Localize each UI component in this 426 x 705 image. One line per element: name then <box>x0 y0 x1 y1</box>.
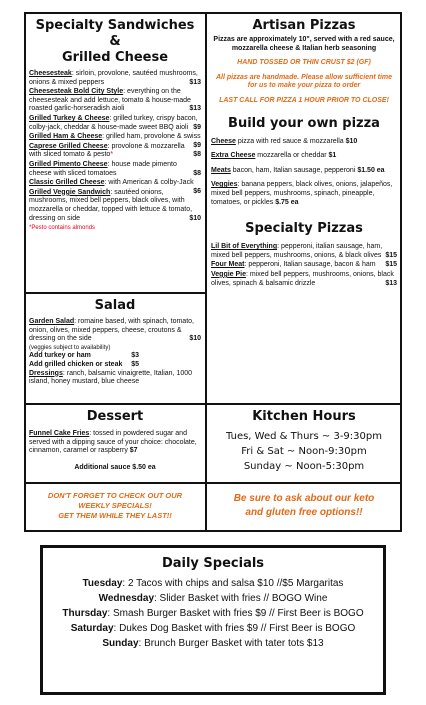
promo-line: GET THEM WHILE THEY LAST!! <box>58 511 172 520</box>
sandwich-price: $6 <box>193 187 201 195</box>
sandwich-price: $8 <box>193 169 201 177</box>
byo-name: Veggies <box>211 181 238 189</box>
dressings-list: : ranch, balsamic vinaigrette, Italian, 1000 island, honey mustard, blue cheese <box>29 369 193 386</box>
addon-price: $3 <box>131 352 139 360</box>
specialty-item <box>211 261 397 270</box>
sandwiches-section <box>29 18 201 290</box>
garden-salad-price: $10 <box>189 335 201 343</box>
daily-special-day: Wednesday <box>98 593 154 604</box>
sandwich-desc: : everything on the cheesesteak and add lettuce, tomato & house-made roasted garlic-horseradish aioli <box>29 88 191 113</box>
sandwiches-title-line1: Specialty Sandwiches & <box>35 18 195 49</box>
byo-price: $.75 ea <box>275 198 299 206</box>
sandwich-item <box>29 189 201 223</box>
sandwich-desc: : with American & colby-Jack <box>104 179 194 187</box>
last-call-note: LAST CALL FOR PIZZA 1 HOUR PRIOR TO CLOSE! <box>219 96 389 104</box>
daily-special-line <box>43 636 383 651</box>
byo-name: Meats <box>211 166 231 174</box>
daily-special-day: Thursday <box>62 608 108 619</box>
byo-item <box>211 152 397 161</box>
sandwich-name: Cheesesteak <box>29 70 72 77</box>
funnel-cake-name: Funnel Cake Fries <box>29 430 90 437</box>
specialty-pizzas-title: Specialty Pizzas <box>245 221 363 237</box>
specialty-list <box>211 243 397 288</box>
daily-special-line <box>43 591 383 606</box>
byo-price: $10 <box>345 137 358 145</box>
pizzas-title: Artisan Pizzas <box>252 18 356 33</box>
sandwich-item <box>29 88 201 114</box>
specialty-desc: : pepperoni, italian sausage, ham, mixed bell peppers, mushrooms, onions, & black olives <box>211 243 383 259</box>
sandwich-desc: : grilled ham, provolone & swiss <box>102 133 201 141</box>
sandwiches-title-line2: Grilled Cheese <box>61 50 169 65</box>
hours-line: Sunday ~ Noon-5:30pm <box>243 461 365 472</box>
daily-special-line <box>43 606 383 621</box>
sandwich-price: $8 <box>193 151 201 159</box>
byo-desc: bacon, ham, Italian sausage, pepperoni <box>230 166 356 174</box>
byo-desc: : banana peppers, black olives, onions, jalapeños, mixed bell peppers, mushrooms, spinach, pineapple, tomatoes, or pickles <box>211 181 393 206</box>
addon-row <box>29 352 201 361</box>
sandwich-price: $9 <box>193 141 201 149</box>
handmade-note: All pizzas are handmade. Please allow sufficient time for us to make your pizza to order <box>215 73 393 90</box>
pizzas-intro: Pizzas are approximately 10", served with a red sauce, mozzarella cheese & Italian herb seasoning <box>213 36 395 52</box>
sandwich-mark: * <box>110 151 114 159</box>
hours-section <box>211 409 397 481</box>
garden-salad-name: Garden Salad <box>29 318 75 325</box>
salad-section <box>29 298 201 401</box>
daily-special-line <box>43 621 383 636</box>
addon-label: Add turkey or ham <box>29 352 91 360</box>
additional-sauce: Additional sauce $.50 ea <box>74 463 156 471</box>
specialty-price: $13 <box>385 279 397 287</box>
sandwich-name: Classic Grilled Cheese <box>29 179 105 187</box>
crust-option: HAND TOSSED OR THIN CRUST $2 (GF) <box>237 59 371 67</box>
sandwich-desc: : provolone & mozzarella with sliced tomato & pesto <box>29 142 185 159</box>
sandwich-item <box>29 161 201 178</box>
funnel-cake-price: $7 <box>129 447 138 455</box>
pesto-footnote: *Pesto contains almonds <box>29 225 96 232</box>
promo-line: WEEKLY SPECIALS! <box>78 501 152 510</box>
specialty-desc: : mixed bell peppers, mushrooms, onions, black olives, spinach & balsamic drizzle <box>211 270 394 287</box>
byo-list <box>211 138 397 208</box>
addon-price: $5 <box>131 360 139 368</box>
specialty-item <box>211 243 397 260</box>
sandwich-price: $9 <box>193 123 201 131</box>
divider-salad-dessert <box>24 403 402 405</box>
sandwich-list <box>29 70 201 223</box>
daily-special-line <box>43 576 383 591</box>
keto-gf-promo <box>211 488 397 530</box>
sandwich-item <box>29 143 201 160</box>
sandwich-item <box>29 70 201 87</box>
addon-row <box>29 361 201 370</box>
sandwich-desc: : sautéed onions, mushrooms, mixed bell peppers, black olives, with mozzarella or cheddar, topped with lettuce & tomato, dressing on side <box>29 188 193 222</box>
specialty-price: $15 <box>385 261 397 269</box>
byo-desc: mozzarella or cheddar <box>255 152 327 160</box>
promo-line: DON'T FORGET TO CHECK OUT OUR <box>47 491 183 500</box>
weekly-specials-promo <box>29 488 201 530</box>
sandwich-desc: : house made pimento cheese with sliced tomatoes <box>29 160 177 177</box>
daily-special-text: : Dukes Dog Basket with fries $9 // First Beer is BOGO <box>113 623 356 634</box>
sandwich-name: Grilled Veggie Sandwich <box>29 188 111 196</box>
byo-name: Cheese <box>211 137 236 145</box>
garden-salad-desc: : romaine based, with spinach, tomato, onion, olives, mixed peppers, cheese, croutons & dressing on the side <box>29 318 194 343</box>
daily-special-text: : Slider Basket with fries // BOGO Wine <box>154 593 328 604</box>
byo-name: Extra Cheese <box>211 152 256 160</box>
daily-specials-list <box>43 576 383 651</box>
sandwich-price: $13 <box>189 105 201 113</box>
pizzas-section <box>211 18 397 400</box>
sandwich-name: Cheesesteak Bold City Style <box>29 88 124 96</box>
byo-item <box>211 138 397 147</box>
addon-label: Add grilled chicken or steak <box>29 360 123 368</box>
daily-specials-title: Daily Specials <box>161 556 265 571</box>
sandwich-name: Grilled Turkey & Cheese <box>29 114 110 122</box>
funnel-cake-desc: : tossed in powdered sugar and served with a dipping sauce of your choice: chocolate, cinnamon, caramel or raspberry <box>29 430 197 455</box>
salad-note: (veggies subject to availability) <box>29 344 111 351</box>
byo-item <box>211 181 397 207</box>
specialty-item <box>211 271 397 288</box>
daily-special-day: Tuesday <box>82 578 123 589</box>
sandwich-desc: : grilled turkey, crispy bacon, colby-jack, cheddar & house-made sweet BBQ aioli <box>29 114 198 131</box>
daily-special-text: : Smash Burger Basket with fries $9 // First Beer is BOGO <box>107 608 364 619</box>
sandwich-price: $13 <box>189 78 201 86</box>
byo-price: $1.50 ea <box>357 166 385 174</box>
dessert-section <box>29 409 201 481</box>
dressings-label: Dressings <box>29 369 63 377</box>
sandwich-price: $10 <box>189 214 201 222</box>
promo-line: Be sure to ask about our keto <box>233 493 375 504</box>
daily-specials-box <box>40 545 386 695</box>
hours-line: Tues, Wed & Thurs ~ 3-9:30pm <box>226 431 382 442</box>
specialty-name: Lil Bit of Everything <box>211 243 278 251</box>
sandwich-desc: : sirloin, provolone, sautéed mushrooms, onions & mixed peppers <box>29 70 198 86</box>
byo-price: $1 <box>328 152 337 160</box>
divider-dessert-promo <box>24 482 402 484</box>
specialty-price: $15 <box>385 251 397 259</box>
promo-line: and gluten free options!! <box>245 507 363 518</box>
daily-special-day: Saturday <box>70 623 114 634</box>
sandwich-item <box>29 115 201 132</box>
salad-title: Salad <box>94 298 136 313</box>
specialty-desc: : pepperoni, Italian sausage, bacon & ham <box>244 261 376 269</box>
sandwich-name: Caprese Grilled Cheese <box>29 142 108 150</box>
daily-special-day: Sunday <box>102 638 139 649</box>
hours-title: Kitchen Hours <box>252 409 356 424</box>
specialty-name: Four Meat <box>211 261 245 269</box>
specialty-name: Veggie Pie <box>211 270 247 278</box>
divider-sandwich-salad <box>24 292 207 294</box>
daily-special-text: : Brunch Burger Basket with tater tots $13 <box>138 638 324 649</box>
daily-special-text: : 2 Tacos with chips and salsa $10 //$5 Margaritas <box>122 578 344 589</box>
hours-line: Fri & Sat ~ Noon-9:30pm <box>241 446 367 457</box>
sandwich-name: Grilled Ham & Cheese <box>29 133 103 141</box>
column-divider <box>205 12 207 532</box>
dessert-title: Dessert <box>86 409 144 424</box>
byo-desc: pizza with red sauce & mozzarella <box>235 137 344 145</box>
byo-item <box>211 167 397 176</box>
sandwich-name: Grilled Pimento Cheese <box>29 160 108 168</box>
byo-title: Build your own pizza <box>228 115 380 131</box>
